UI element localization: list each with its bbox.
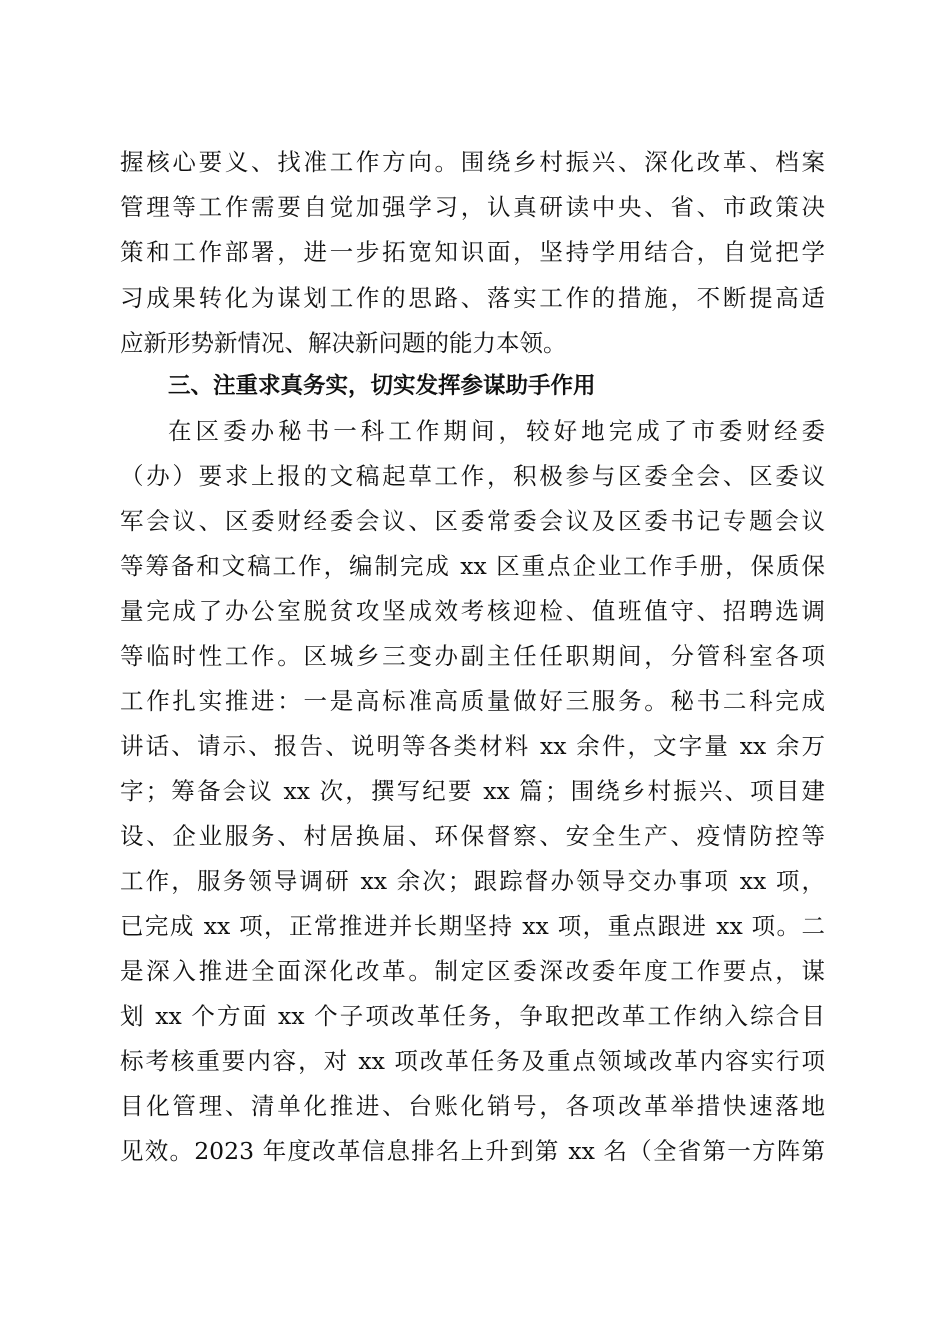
paragraph-2-line-10: 设、企业服务、村居换届、环保督察、安全生产、疫情防控等 [120, 822, 825, 850]
paragraph-1-line-4: 习成果转化为谋划工作的思路、落实工作的措施，不断提高适 [120, 284, 825, 312]
paragraph-1-line-2: 管理等工作需要自觉加强学习，认真研读中央、省、市政策决 [120, 193, 825, 221]
paragraph-2-line-11: 工作，服务领导调研 xx 余次；跟踪督办领导交办事项 xx 项， [120, 867, 825, 895]
paragraph-2-line-17: 见效。2023 年度改革信息排名上升到第 xx 名（全省第一方阵第 [120, 1137, 825, 1165]
paragraph-2-line-7: 工作扎实推进：一是高标准高质量做好三服务。秘书二科完成 [120, 687, 825, 715]
paragraph-2-line-13: 是深入推进全面深化改革。制定区委深改委年度工作要点，谋 [120, 957, 825, 985]
section-3-heading: 三、注重求真务实，切实发挥参谋助手作用 [168, 373, 596, 399]
paragraph-2-line-9: 字；筹备会议 xx 次，撰写纪要 xx 篇；围绕乡村振兴、项目建 [120, 777, 825, 805]
paragraph-2-line-8: 讲话、请示、报告、说明等各类材料 xx 余件，文字量 xx 余万 [120, 732, 825, 760]
paragraph-2-line-6: 等临时性工作。区城乡三变办副主任任职期间，分管科室各项 [120, 642, 825, 670]
paragraph-1-line-1: 握核心要义、找准工作方向。围绕乡村振兴、深化改革、档案 [120, 148, 825, 176]
paragraph-2-line-14: 划 xx 个方面 xx 个子项改革任务，争取把改革工作纳入综合目 [120, 1002, 825, 1030]
paragraph-1-line-3: 策和工作部署，进一步拓宽知识面，坚持学用结合，自觉把学 [120, 238, 825, 266]
paragraph-2-line-5: 量完成了办公室脱贫攻坚成效考核迎检、值班值守、招聘选调 [120, 597, 825, 625]
paragraph-2-line-16: 目化管理、清单化推进、台账化销号，各项改革举措快速落地 [120, 1092, 825, 1120]
paragraph-2-line-15: 标考核重要内容，对 xx 项改革任务及重点领域改革内容实行项 [120, 1047, 825, 1075]
paragraph-2-line-12: 已完成 xx 项，正常推进并长期坚持 xx 项，重点跟进 xx 项。二 [120, 912, 825, 940]
paragraph-2-line-3: 军会议、区委财经委会议、区委常委会议及区委书记专题会议 [120, 507, 825, 535]
paragraph-2-line-2: （办）要求上报的文稿起草工作，积极参与区委全会、区委议 [120, 462, 825, 490]
paragraph-1-line-5: 应新形势新情况、解决新问题的能力本领。 [120, 329, 567, 357]
paragraph-2-line-1: 在区委办秘书一科工作期间，较好地完成了市委财经委 [168, 417, 825, 445]
paragraph-2-line-4: 等筹备和文稿工作，编制完成 xx 区重点企业工作手册，保质保 [120, 552, 825, 580]
